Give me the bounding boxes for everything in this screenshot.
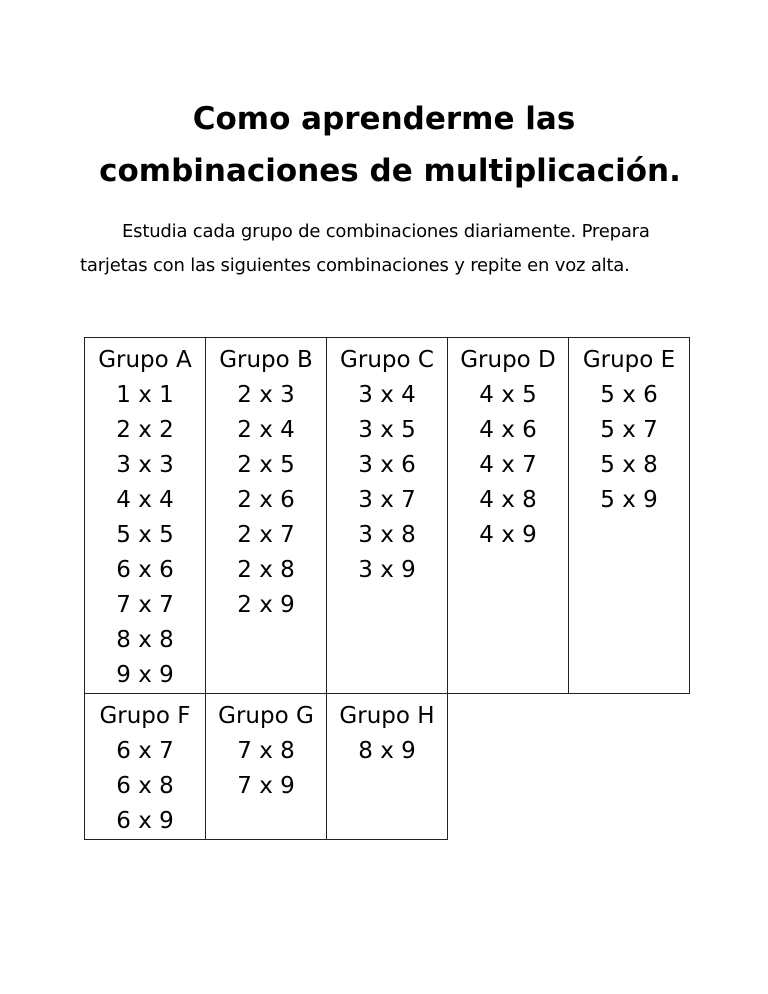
group-combination: 4 x 4 bbox=[116, 487, 174, 513]
group-combination: 1 x 1 bbox=[116, 382, 174, 408]
group-cell-e bbox=[569, 338, 690, 694]
group-combination: 3 x 4 bbox=[358, 382, 416, 408]
group-combination: 8 x 9 bbox=[358, 738, 416, 764]
group-combination: 4 x 8 bbox=[479, 487, 537, 513]
empty-cell bbox=[448, 694, 569, 840]
group-cell-f bbox=[85, 694, 206, 840]
group-combination: 4 x 6 bbox=[479, 417, 537, 443]
group-heading: Grupo C bbox=[340, 347, 434, 373]
group-combination: 6 x 9 bbox=[116, 808, 174, 834]
group-combination: 2 x 7 bbox=[237, 522, 295, 548]
group-combination: 3 x 9 bbox=[358, 557, 416, 583]
group-cell-b bbox=[206, 338, 327, 694]
group-combination: 3 x 7 bbox=[358, 487, 416, 513]
group-combination: 3 x 8 bbox=[358, 522, 416, 548]
group-combination: 2 x 3 bbox=[237, 382, 295, 408]
group-combination: 5 x 8 bbox=[600, 452, 658, 478]
group-combination: 9 x 9 bbox=[116, 662, 174, 688]
group-combination: 6 x 7 bbox=[116, 738, 174, 764]
group-combination: 3 x 3 bbox=[116, 452, 174, 478]
group-heading: Grupo A bbox=[98, 347, 192, 373]
intro-paragraph bbox=[80, 215, 686, 283]
multiplication-groups-table bbox=[84, 337, 690, 840]
group-combination: 6 x 8 bbox=[116, 773, 174, 799]
group-combination: 8 x 8 bbox=[116, 627, 174, 653]
group-combination: 4 x 5 bbox=[479, 382, 537, 408]
group-combination: 7 x 9 bbox=[237, 773, 295, 799]
empty-cell bbox=[569, 694, 690, 840]
group-combination: 2 x 8 bbox=[237, 557, 295, 583]
group-heading: Grupo H bbox=[339, 703, 435, 729]
group-combination: 4 x 7 bbox=[479, 452, 537, 478]
group-heading: Grupo B bbox=[219, 347, 313, 373]
page-title-line-2: combinaciones de multiplicación. bbox=[99, 153, 681, 189]
group-combination: 2 x 5 bbox=[237, 452, 295, 478]
table-row bbox=[85, 694, 690, 840]
group-cell-g bbox=[206, 694, 327, 840]
group-cell-d bbox=[448, 338, 569, 694]
group-cell-a bbox=[85, 338, 206, 694]
group-heading: Grupo D bbox=[460, 347, 556, 373]
intro-line-2: tarjetas con las siguientes combinaciones y repite en voz alta. bbox=[80, 255, 630, 276]
group-combination: 5 x 9 bbox=[600, 487, 658, 513]
table-row bbox=[85, 338, 690, 694]
group-combination: 7 x 7 bbox=[116, 592, 174, 618]
intro-line-1: Estudia cada grupo de combinaciones diariamente. Prepara bbox=[122, 221, 650, 242]
group-combination: 6 x 6 bbox=[116, 557, 174, 583]
group-combination: 3 x 6 bbox=[358, 452, 416, 478]
group-combination: 5 x 7 bbox=[600, 417, 658, 443]
group-combination: 7 x 8 bbox=[237, 738, 295, 764]
group-cell-c bbox=[327, 338, 448, 694]
group-combination: 4 x 9 bbox=[479, 522, 537, 548]
group-combination: 2 x 4 bbox=[237, 417, 295, 443]
group-combination: 3 x 5 bbox=[358, 417, 416, 443]
group-combination: 2 x 2 bbox=[116, 417, 174, 443]
group-combination: 2 x 9 bbox=[237, 592, 295, 618]
group-heading: Grupo G bbox=[218, 703, 314, 729]
group-heading: Grupo E bbox=[582, 347, 676, 373]
group-cell-h bbox=[327, 694, 448, 840]
group-heading: Grupo F bbox=[99, 703, 191, 729]
group-combination: 5 x 6 bbox=[600, 382, 658, 408]
group-combination: 2 x 6 bbox=[237, 487, 295, 513]
group-combination: 5 x 5 bbox=[116, 522, 174, 548]
page-title-line-1: Como aprenderme las bbox=[192, 101, 576, 137]
